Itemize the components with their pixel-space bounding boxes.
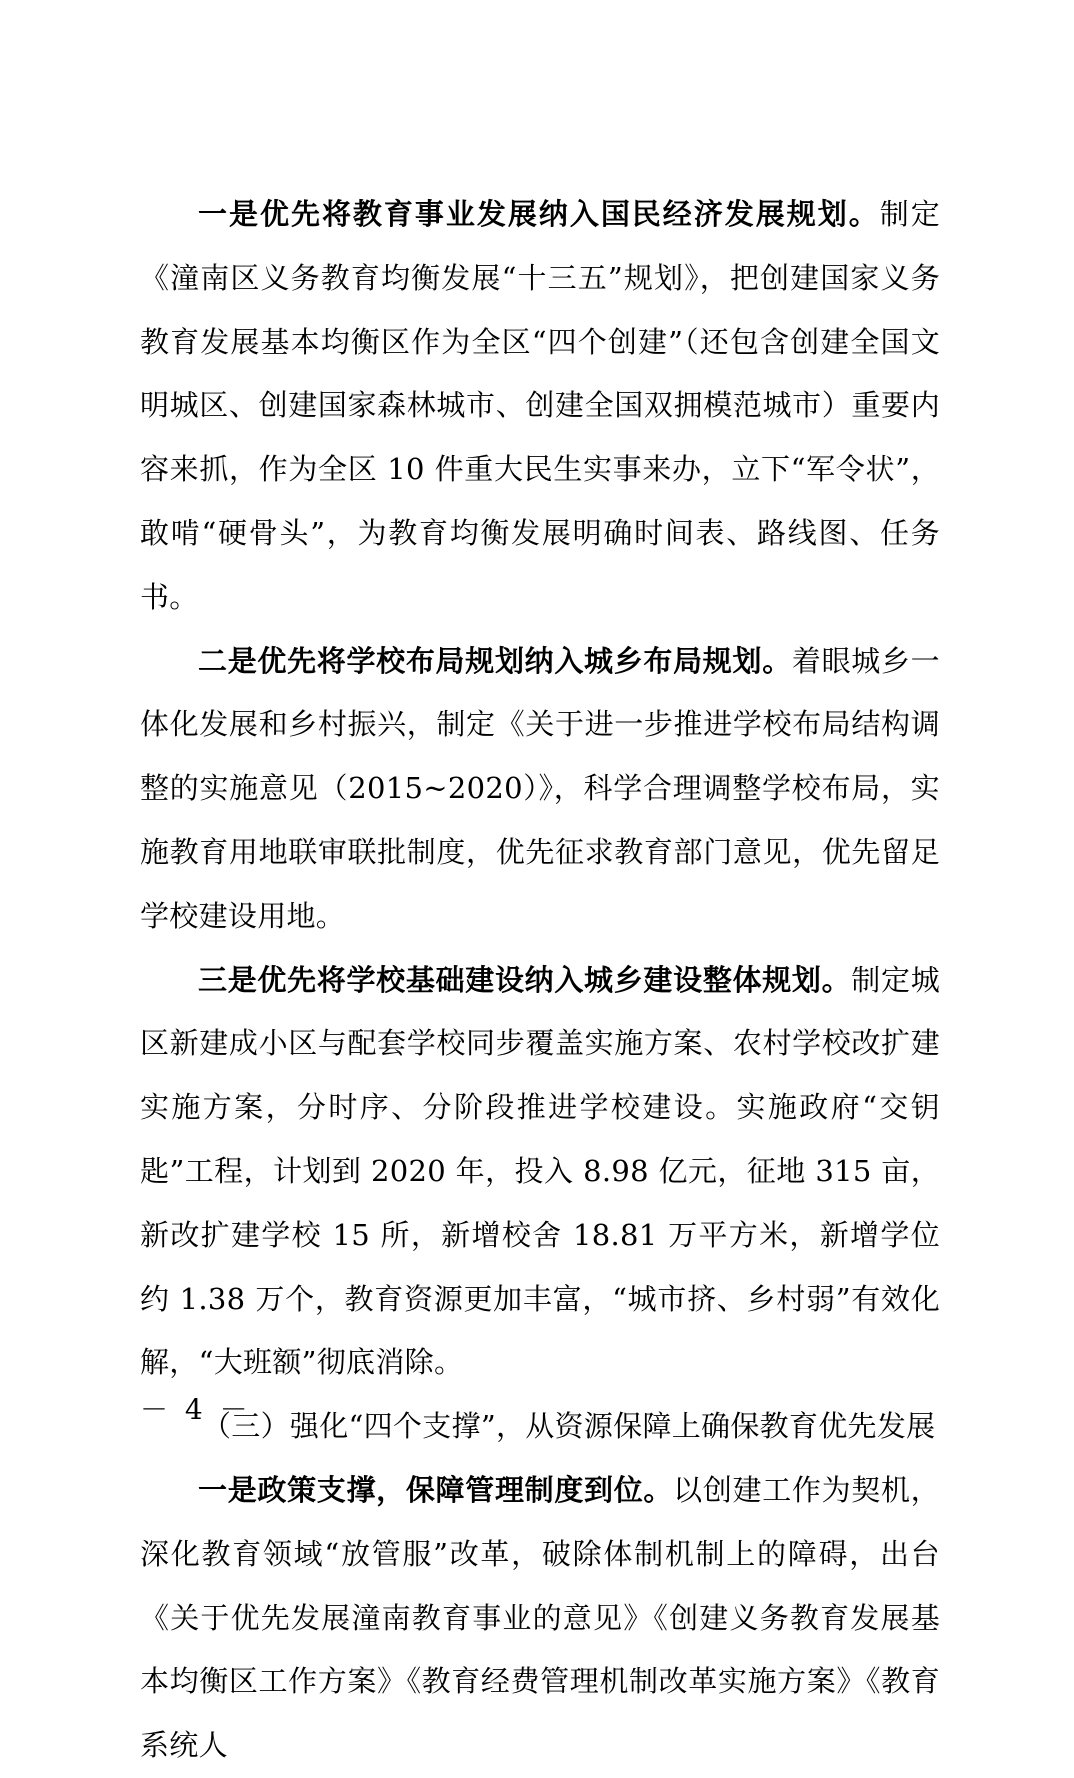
paragraph-school-layout	[140, 630, 940, 949]
paragraph-school-construction	[140, 949, 940, 1396]
paragraph-policy-support	[140, 1459, 940, 1778]
paragraph-text: 以创建工作为契机，深化教育领域“放管服”改革，破除体制机制上的障碍，出台《关于优先发展潼南教育事业的意见》《创建义务教育发展基本均衡区工作方案》《教育经费管理机制改革实施方案》《教育系统人	[140, 1472, 940, 1763]
paragraph-lead: 一是优先将教育事业发展纳入国民经济发展规划。	[198, 197, 880, 231]
paragraph-lead: 二是优先将学校布局规划纳入城乡布局规划。	[198, 643, 792, 678]
paragraph-text: 制定城区新建成小区与配套学校同步覆盖实施方案、农村学校改扩建实施方案，分时序、分阶段推进学校建设。实施政府“交钥匙”工程，计划到 2020 年，投入 8.98 亿元，征地 315 亩，新改扩建学校 15 所，新增校舍 18.81 万平方米，新增学位约 1.38 万个，教育资源更加丰富，“城市挤、乡村弱”有效化解，“大班额”彻底消除。	[140, 962, 940, 1380]
paragraph-education-planning	[140, 183, 940, 630]
paragraph-text: 着眼城乡一体化发展和乡村振兴，制定《关于进一步推进学校布局结构调整的实施意见（2015~2020）》，科学合理调整学校布局，实施教育用地联审联批制度，优先征求教育部门意见，优先留足学校建设用地。	[140, 643, 940, 933]
paragraph-lead: 三是优先将学校基础建设纳入城乡建设整体规划。	[198, 962, 852, 997]
document-body	[140, 183, 940, 1778]
page-number: － 4 －	[140, 1393, 252, 1426]
paragraph-lead: 一是政策支撑，保障管理制度到位。	[198, 1472, 674, 1507]
section-heading: （三）强化“四个支撑”，从资源保障上确保教育优先发展	[202, 1409, 936, 1444]
paragraph-text: 制定《潼南区义务教育均衡发展“十三五”规划》，把创建国家义务教育发展基本均衡区作为全区“四个创建”（还包含创建全国文明城区、创建国家森林城市、创建全国双拥模范城市）重要内容来抓，作为全区 10 件重大民生实事来办，立下“军令状”，敢啃“硬骨头”，为教育均衡发展明确时间表、路线图、任务书。	[140, 197, 940, 614]
